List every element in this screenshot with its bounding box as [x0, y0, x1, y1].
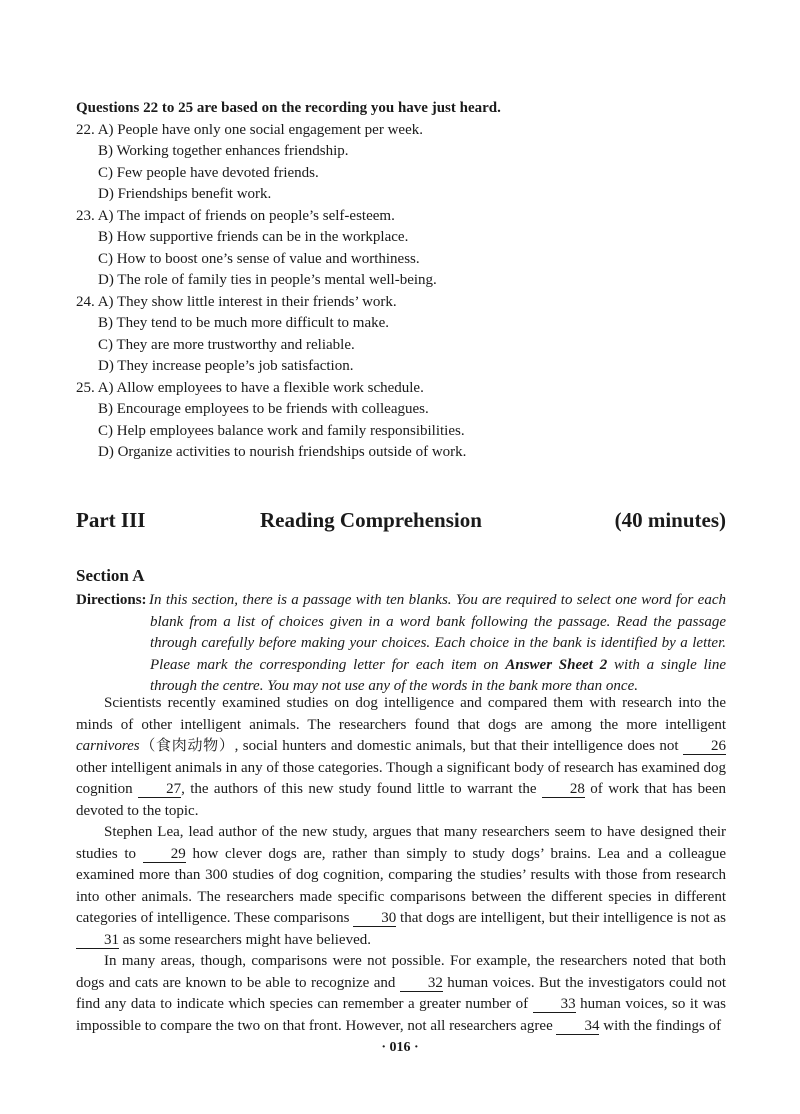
- passage-text: of work that has been devoted to the topic.: [76, 781, 726, 819]
- question-number: 23.: [76, 207, 95, 224]
- blank-31: 31: [76, 932, 119, 949]
- blank-30: 30: [353, 910, 396, 927]
- directions-text-part: with a single line through the centre. You may not use any of the words in the bank more than once.: [150, 656, 727, 694]
- page-number: · 016 ·: [381, 1040, 419, 1055]
- blank-26: 26: [683, 738, 726, 755]
- question-option: C) They are more trustworthy and reliable.: [98, 336, 355, 353]
- question-22: [76, 120, 726, 206]
- question-option: [76, 292, 726, 314]
- question-option: B) Working together enhances friendship.: [98, 143, 349, 159]
- question-number: 22.: [76, 121, 95, 138]
- question-option: D) Organize activities to nourish friendships outside of work.: [98, 444, 467, 460]
- blank-33: 33: [533, 996, 576, 1013]
- directions-text: [150, 590, 726, 698]
- passage-text: as some researchers might have believed.: [119, 931, 371, 948]
- directions-label: Directions:: [76, 592, 147, 608]
- passage-text: Scientists recently examined studies on dog intelligence and compared them with research into the minds of other intelligent animals. The researchers found that dogs are among the more intelligent: [76, 695, 726, 733]
- question-option: B) Encourage employees to be friends with colleagues.: [98, 401, 429, 417]
- section-heading: Section A: [76, 566, 145, 585]
- question-option: [76, 378, 726, 400]
- question-number: 24.: [76, 293, 95, 310]
- question-number: 25.: [76, 379, 95, 396]
- directions: [76, 590, 726, 698]
- question-23: [76, 206, 726, 292]
- question-option: D) They increase people’s job satisfaction.: [98, 358, 354, 374]
- blank-32: 32: [400, 975, 443, 992]
- question-option: B) They tend to be much more difficult to make.: [98, 315, 390, 331]
- passage-paragraph-2: [76, 822, 726, 951]
- passage-text: human voices, so it was impossible to compare the two on that front. However, not all researchers agree: [76, 996, 726, 1034]
- option-text: A) The impact of friends on people’s self-esteem.: [97, 207, 395, 224]
- listening-questions: [76, 98, 726, 464]
- question-24: [76, 292, 726, 378]
- question-option: C) Help employees balance work and family responsibilities.: [98, 422, 465, 439]
- questions-heading: Questions 22 to 25 are based on the recording you have just heard.: [76, 100, 501, 116]
- passage-text: （食肉动物）, social hunters and domestic animals, but that their intelligence does not: [139, 738, 683, 754]
- part-time: (40 minutes): [614, 508, 726, 532]
- question-option: C) Few people have devoted friends.: [98, 164, 319, 181]
- option-text: A) They show little interest in their friends’ work.: [97, 293, 397, 310]
- answer-sheet-reference: Answer Sheet 2: [505, 656, 608, 673]
- passage-paragraph-1: [76, 693, 726, 822]
- reading-passage: [76, 693, 726, 1037]
- passage-text: with the findings of: [599, 1017, 722, 1034]
- question-25: [76, 378, 726, 464]
- part-label: Part III: [76, 508, 146, 532]
- passage-paragraph-3: [76, 951, 726, 1037]
- passage-text: Stephen Lea, lead author of the new study, argues that many researchers seem to have designed their studies to: [76, 824, 726, 862]
- passage-text: In many areas, though, comparisons were not possible. For example, the researchers noted that both dogs and cats are known to be able to recognize and: [76, 953, 726, 991]
- question-option: D) Friendships benefit work.: [98, 186, 272, 202]
- blank-29: 29: [143, 846, 186, 863]
- passage-text: other intelligent animals in any of those categories. Though a significant body of research has examined dog cognition: [76, 759, 726, 797]
- question-option: D) The role of family ties in people’s mental well-being.: [98, 272, 437, 288]
- question-option: B) How supportive friends can be in the workplace.: [98, 229, 409, 245]
- passage-text: how clever dogs are, rather than simply to study dogs’ brains. Lea and a colleague examined more than 300 studies of dog cognition, comparing the studies’ results with those from research into other animals. The researchers made specific comparisons between the different species in different categories of intelligence. These comparisons: [76, 845, 726, 926]
- blank-28: 28: [542, 781, 585, 798]
- blank-27: 27: [138, 781, 181, 798]
- option-text: A) People have only one social engagement per week.: [97, 121, 423, 138]
- question-option: [76, 120, 726, 142]
- passage-text: , the authors of this new study found little to warrant the: [181, 781, 542, 797]
- passage-text: that dogs are intelligent, but their intelligence is not as: [396, 910, 726, 926]
- italic-term: carnivores: [76, 738, 140, 754]
- option-text: A) Allow employees to have a flexible work schedule.: [97, 379, 424, 396]
- passage-text: human voices. But the investigators could not find any data to indicate which species can remember a greater number of: [76, 974, 726, 1012]
- question-option: [76, 206, 726, 228]
- part-title: Reading Comprehension: [260, 508, 482, 532]
- directions-text-part: In this section, there is a passage with ten blanks. You are required to select one word for each blank from a list of choices given in a word bank following the passage. Read the passage through carefully before making your choices. Each choice in the bank is identified by a letter. Please mark the corresponding letter for each item on: [149, 592, 726, 673]
- blank-34: 34: [556, 1018, 599, 1035]
- question-option: C) How to boost one’s sense of value and worthiness.: [98, 250, 420, 267]
